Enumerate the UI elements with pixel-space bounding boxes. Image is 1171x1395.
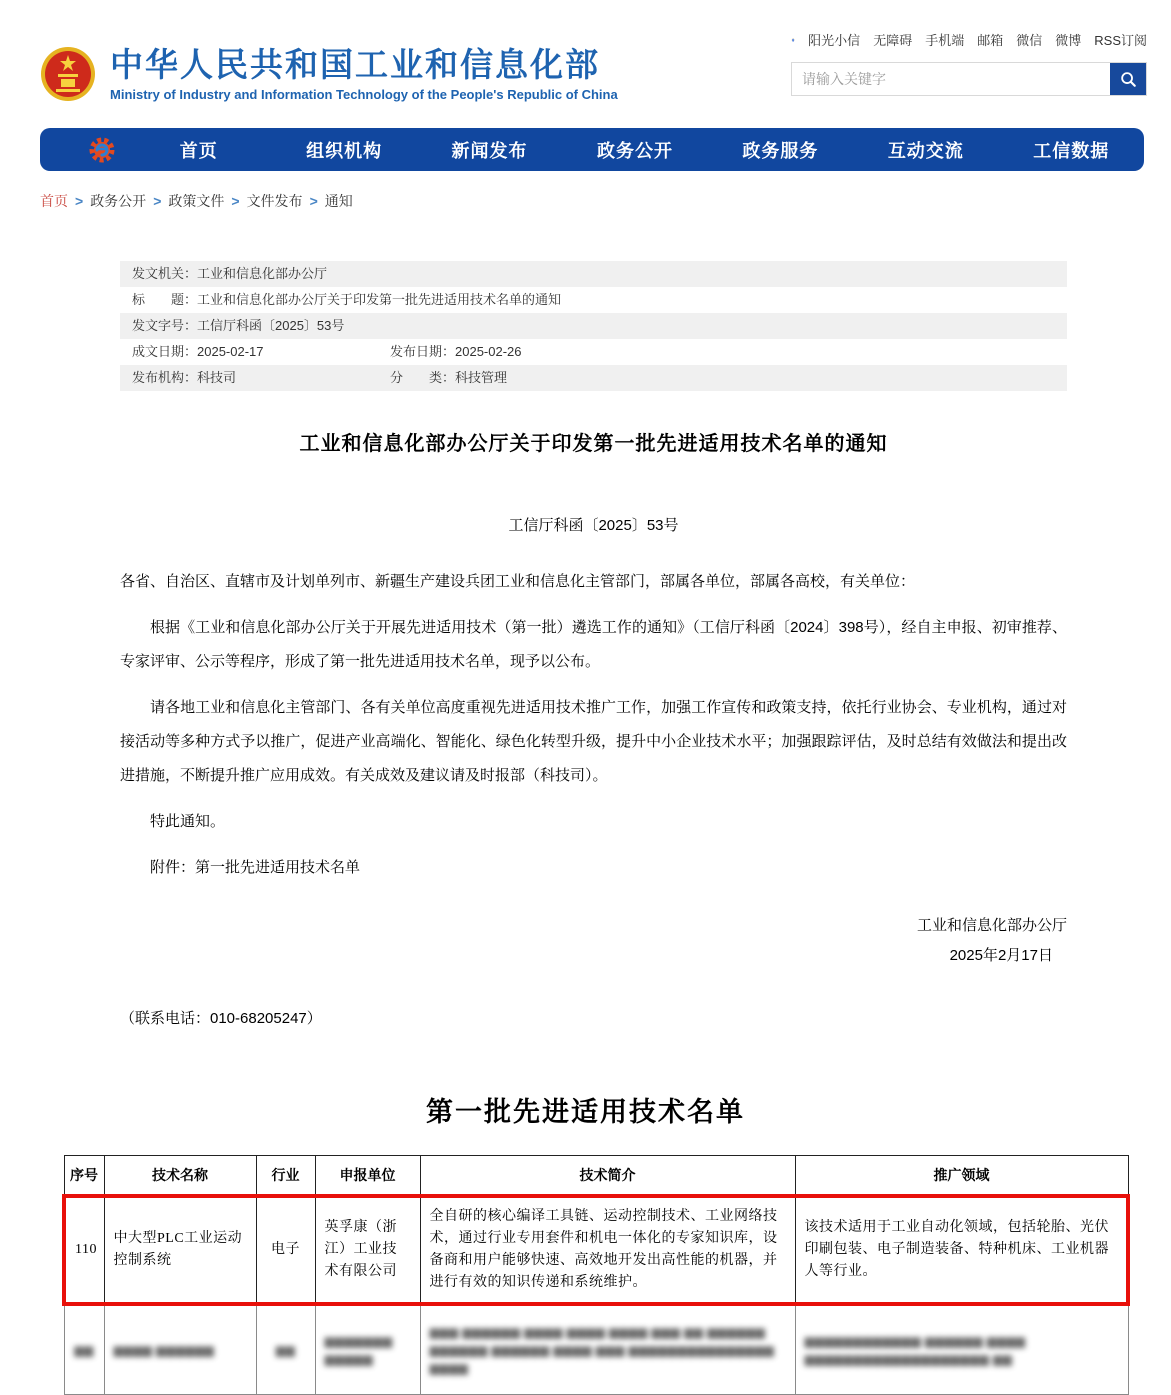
site-title-en: Ministry of Industry and Information Technology of the People's Republic of China (110, 87, 618, 103)
col-header-no: 序号 (64, 1156, 104, 1197)
cell-applicant-blurred: ▆▆▆▆▆▆▆ ▆▆▆▆▆ (315, 1304, 420, 1394)
meta-value: 2025-02-17 (197, 344, 264, 359)
document-number: 工信厅科函〔2025〕53号 (508, 517, 679, 534)
national-emblem-icon (40, 46, 96, 102)
meta-row-dates (120, 339, 1067, 365)
document-closing: 特此通知。 (150, 813, 226, 830)
quicklink-accessibility[interactable]: 无障碍 (873, 33, 913, 48)
col-header-applicant: 申报单位 (315, 1156, 420, 1197)
cell-promotion: 该技术适用于工业自动化领域，包括轮胎、光伏印刷包装、电子制造装备、特种机床、工业机器人等行业。 (795, 1196, 1128, 1304)
meta-row-publisher-category (120, 365, 1067, 391)
table-header-row (64, 1156, 1128, 1197)
cell-tech-name-blurred: ▆▆▆▆ ▆▆▆▆▆▆ (104, 1304, 256, 1394)
site-header (0, 0, 1171, 122)
meta-label: 发文字号： (132, 318, 198, 333)
miit-gear-logo-icon (88, 136, 116, 164)
table-row-highlighted-110 (64, 1196, 1128, 1304)
document-title: 工业和信息化部办公厅关于印发第一批先进适用技术名单的通知 (299, 433, 888, 455)
document-paragraph-2: 请各地工业和信息化主管部门、各有关单位高度重视先进适用技术推广工作，加强工作宣传和政策支持，依托行业协会、专业机构，通过对接活动等多种方式予以推广，促进产业高端化、智能化、绿色化转型升级，提升中小企业技术水平；加强跟踪评估，及时总结有效做法和提出改进措施，不断提升推广应用成效。有关成效及建议请及时报部（科技司）。 (120, 699, 1067, 784)
meta-row-title (120, 287, 1067, 313)
nav-item-home[interactable]: 首页 (179, 140, 218, 161)
meta-value: 工信厅科函〔2025〕53号 (197, 318, 345, 333)
cell-industry-blurred: ▆▆ (256, 1304, 315, 1394)
main-nav (40, 128, 1144, 171)
breadcrumb-separator: > (231, 193, 240, 209)
meta-value: 工业和信息化部办公厅关于印发第一批先进适用技术名单的通知 (197, 292, 562, 307)
quicklink-weibo[interactable]: 微博 (1055, 33, 1082, 48)
meta-value: 2025-02-26 (455, 344, 522, 359)
col-header-industry: 行业 (256, 1156, 315, 1197)
quicklink-sunshine-assistant[interactable]: 阳光小信 (808, 33, 861, 48)
document-area (120, 261, 1067, 1028)
meta-value: 科技司 (197, 370, 237, 385)
search-input[interactable] (792, 63, 1110, 95)
quicklink-mobile[interactable]: 手机端 (925, 33, 965, 48)
quicklink-wechat[interactable]: 微信 (1016, 33, 1043, 48)
search-bar (791, 62, 1147, 96)
quick-links (791, 30, 1147, 49)
quicklink-rss[interactable]: RSS订阅 (1094, 33, 1147, 48)
signature-date: 2025年2月17日 (949, 947, 1053, 964)
nav-item-organization[interactable]: 组织机构 (306, 140, 383, 161)
breadcrumb (40, 191, 1171, 211)
breadcrumb-policy-documents[interactable]: 政策文件 (168, 193, 225, 209)
cell-no-blurred: ▆▆ (64, 1304, 104, 1394)
nav-item-miit-data[interactable]: 工信数据 (1033, 140, 1110, 161)
breadcrumb-document-release[interactable]: 文件发布 (246, 193, 303, 209)
meta-value: 科技管理 (455, 370, 508, 385)
cell-no: 110 (64, 1196, 104, 1304)
meta-row-issuing-agency (120, 261, 1067, 287)
breadcrumb-gov-disclosure[interactable]: 政务公开 (90, 193, 147, 209)
cell-industry: 电子 (256, 1196, 315, 1304)
document-attachment-line: 附件：第一批先进适用技术名单 (150, 859, 361, 876)
breadcrumb-separator: > (153, 193, 162, 209)
signature-block (120, 911, 1067, 971)
signature-org: 工业和信息化部办公厅 (916, 917, 1067, 934)
meta-label: 发布日期： (390, 344, 456, 359)
site-title-cn: 中华人民共和国工业和信息化部 (110, 45, 600, 83)
attachment-table-title: 第一批先进适用技术名单 (426, 1097, 745, 1127)
table-row-blurred (64, 1304, 1128, 1394)
document-paragraph-1: 根据《工业和信息化部办公厅关于开展先进适用技术（第一批）遴选工作的通知》（工信厅科函〔2024〕398号），经自主申报、初审推荐、专家评审、公示等程序，形成了第一批先进适用技术名单，现予以公布。 (120, 619, 1067, 670)
cell-summary-blurred: ▆▆▆ ▆▆▆▆▆▆ ▆▆▆▆ ▆▆▆▆ ▆▆▆▆ ▆▆▆ ▆▆ ▆▆▆▆▆▆ ▆▆▆▆▆▆ ▆▆▆▆▆▆ ▆▆▆▆ ▆▆▆ ▆▆▆▆▆▆▆▆▆▆▆▆▆▆▆ ▆▆▆▆ (420, 1304, 795, 1394)
meta-label: 分 类： (390, 370, 456, 385)
site-title-block (110, 46, 618, 103)
meta-value: 工业和信息化部办公厅 (197, 266, 328, 281)
cell-applicant: 英孚康（浙江）工业技术有限公司 (315, 1196, 420, 1304)
document-meta (120, 261, 1067, 391)
search-icon (1119, 70, 1137, 88)
col-header-promotion: 推广领域 (795, 1156, 1128, 1197)
cell-tech-name: 中大型PLC工业运动控制系统 (104, 1196, 256, 1304)
technology-list-table (62, 1155, 1130, 1395)
nav-item-gov-services[interactable]: 政务服务 (742, 140, 819, 161)
meta-label: 成文日期： (132, 344, 198, 359)
cell-promotion-blurred: ▆▆▆▆▆▆▆▆▆▆▆▆ ▆▆▆▆▆▆ ▆▆▆▆ ▆▆▆▆▆▆▆▆▆▆▆▆▆▆▆▆▆▆▆ ▆▆ (795, 1304, 1128, 1394)
contact-phone: （联系电话：010-68205247） (120, 1010, 322, 1027)
meta-label: 发文机关： (132, 266, 198, 281)
meta-row-doc-number (120, 313, 1067, 339)
nav-item-news[interactable]: 新闻发布 (451, 140, 528, 161)
breadcrumb-home[interactable]: 首页 (40, 193, 68, 209)
cell-summary: 全自研的核心编译工具链、运动控制技术、工业网络技术，通过行业专用套件和机电一体化的专家知识库，设备商和用户能够快速、高效地开发出高性能的机器，并进行有效的知识传递和系统维护。 (420, 1196, 795, 1304)
meta-label: 发布机构： (132, 370, 198, 385)
col-header-summary: 技术简介 (420, 1156, 795, 1197)
quicklink-mail[interactable]: 邮箱 (977, 33, 1004, 48)
nav-item-gov-disclosure[interactable]: 政务公开 (596, 140, 673, 161)
header-right (791, 26, 1147, 122)
breadcrumb-separator: > (75, 193, 84, 209)
col-header-tech-name: 技术名称 (104, 1156, 256, 1197)
document-salutation: 各省、自治区、直辖市及计划单列市、新疆生产建设兵团工业和信息化主管部门，部属各单位，部属各高校，有关单位： (120, 573, 916, 590)
search-button[interactable] (1110, 63, 1146, 95)
meta-label: 标 题： (132, 292, 198, 307)
breadcrumb-separator: > (309, 193, 318, 209)
site-brand (40, 26, 618, 122)
breadcrumb-notice: 通知 (324, 193, 353, 209)
nav-item-interaction[interactable]: 互动交流 (887, 140, 964, 161)
mascot-icon (791, 31, 795, 49)
